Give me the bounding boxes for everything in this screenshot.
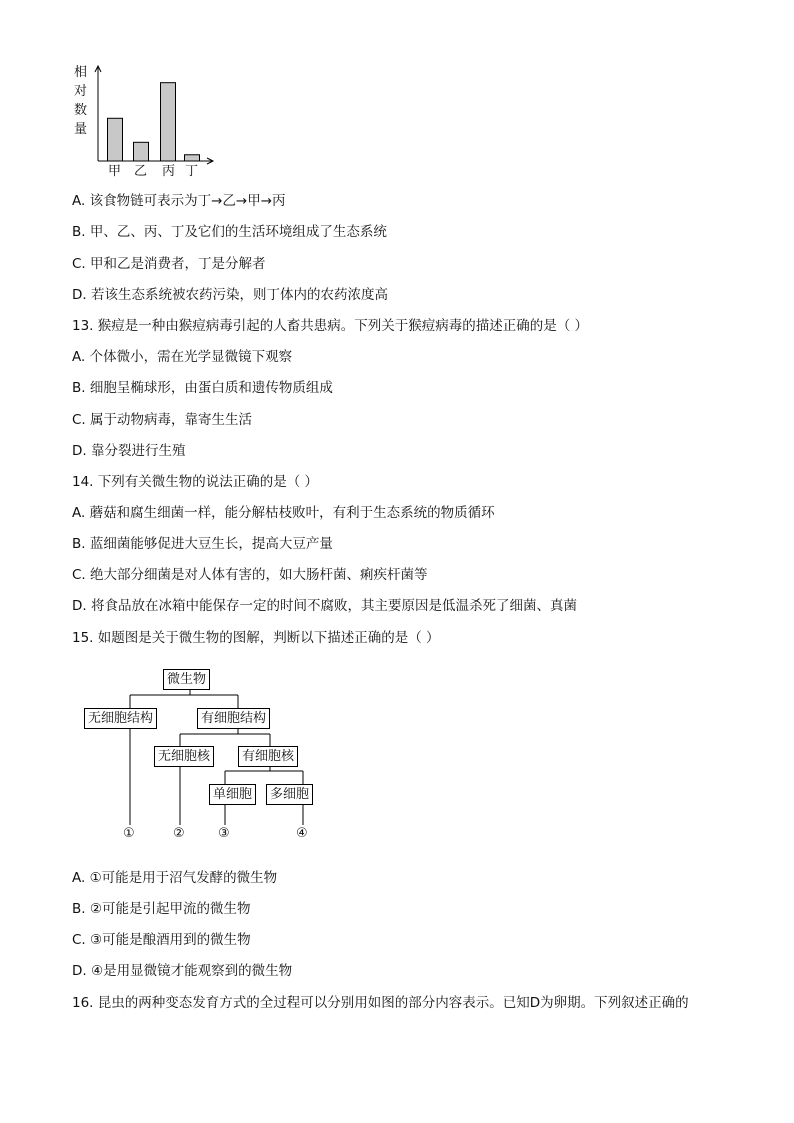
q15-stem: 15. 如题图是关于微生物的图解，判断以下描述正确的是（ ）	[72, 630, 440, 646]
y-axis-label-char: 数	[74, 103, 88, 118]
marker-3: ③	[218, 826, 230, 841]
marker-1: ①	[123, 826, 135, 841]
q13-option-c: C. 属于动物病毒，靠寄生生活	[72, 412, 253, 428]
q16-stem: 16. 昆虫的两种变态发育方式的全过程可以分别用如图的部分内容表示。已知D为卵期。下列叙述正确的	[72, 995, 689, 1011]
y-axis-label-char: 相	[74, 65, 88, 80]
q14-option-d: D. 将食品放在冰箱中能保存一定的时间不腐败，其主要原因是低温杀死了细菌、真菌	[72, 598, 577, 614]
node-no-nucleus: 无细胞核	[154, 746, 214, 767]
q15-option-d: D. ④是用显微镜才能观察到的微生物	[72, 963, 293, 979]
q15-option-a: A. ①可能是用于沼气发酵的微生物	[72, 870, 278, 886]
node-has-nucleus: 有细胞核	[238, 746, 298, 767]
marker-2: ②	[173, 826, 185, 841]
q15-option-b: B. ②可能是引起甲流的微生物	[72, 901, 251, 917]
q13-option-a: A. 个体微小，需在光学显微镜下观察	[72, 349, 293, 365]
q14-stem: 14. 下列有关微生物的说法正确的是（ ）	[72, 474, 319, 490]
q12-option-b: B. 甲、乙、丙、丁及它们的生活环境组成了生态系统	[72, 224, 387, 240]
q13-stem: 13. 猴痘是一种由猴痘病毒引起的人畜共患病。下列关于猴痘病毒的描述正确的是（ ）	[72, 318, 589, 334]
x-tick-label: 甲	[108, 164, 122, 179]
q13-option-b: B. 细胞呈椭球形，由蛋白质和遗传物质组成	[72, 380, 333, 396]
x-tick-label: 丙	[162, 164, 176, 179]
y-axis-label-char: 对	[74, 84, 88, 99]
node-microbe: 微生物	[163, 669, 210, 690]
y-axis-label-char: 量	[74, 122, 88, 137]
q14-option-a: A. 蘑菇和腐生细菌一样，能分解枯枝败叶，有利于生态系统的物质循环	[72, 505, 495, 521]
q12-option-d: D. 若该生态系统被农药污染，则丁体内的农药浓度高	[72, 287, 388, 303]
q12-option-c: C. 甲和乙是消费者，丁是分解者	[72, 256, 266, 272]
node-multi-cell: 多细胞	[266, 784, 313, 805]
q13-option-d: D. 靠分裂进行生殖	[72, 443, 186, 459]
x-tick-label: 丁	[185, 164, 199, 179]
x-tick-label: 乙	[134, 164, 148, 179]
q14-option-c: C. 绝大部分细菌是对人体有害的，如大肠杆菌、痢疾杆菌等	[72, 567, 428, 583]
node-no-cell-structure: 无细胞结构	[84, 708, 157, 729]
q14-option-b: B. 蓝细菌能够促进大豆生长，提高大豆产量	[72, 536, 333, 552]
q15-option-c: C. ③可能是酿酒用到的微生物	[72, 932, 251, 948]
q12-option-a: A. 该食物链可表示为丁→乙→甲→丙	[72, 193, 286, 209]
marker-4: ④	[296, 826, 308, 841]
node-single-cell: 单细胞	[209, 784, 256, 805]
node-has-cell-structure: 有细胞结构	[197, 708, 270, 729]
